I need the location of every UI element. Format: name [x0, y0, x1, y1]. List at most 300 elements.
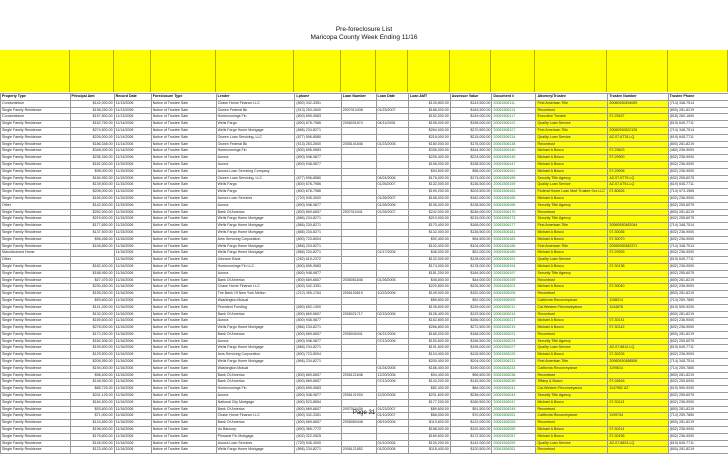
table-cell: Notice of Trustee Sale [151, 121, 216, 128]
table-cell: $186,348.00 [70, 141, 114, 148]
table-cell: 2006051846 [341, 277, 376, 284]
table-cell: (602) 255-6075 [668, 175, 728, 182]
table-cell [376, 433, 408, 440]
table-cell: Notice of Trustee Sale [151, 263, 216, 270]
table-cell: Notice of Trustee Sale [151, 134, 216, 141]
table-cell: 20061506214 [492, 311, 536, 318]
table-cell: $145,000.00 [70, 440, 114, 447]
table-cell: (714) 348-7514 [668, 100, 728, 107]
table-cell: 20061506244 [492, 393, 536, 400]
table-cell: 11/15/2006 [114, 202, 151, 209]
table-cell: (800) 669-6607 [295, 406, 341, 413]
table-cell: $71,000.00 [70, 413, 114, 420]
table-row [1, 148, 728, 155]
table-cell: Notice of Trustee Sale [151, 372, 216, 379]
table-cell: Condominium [1, 114, 71, 121]
table-cell: $210,000.00 [408, 216, 450, 223]
table-cell: Single Family Residence [1, 427, 71, 434]
table-cell: (602) 236-9000 [668, 352, 728, 359]
table-cell: 20060930488506 [608, 359, 668, 366]
table-cell: $178,000.00 [450, 263, 492, 270]
table-cell: Aurora [216, 338, 295, 345]
table-cell: Notice of Trustee Sale [151, 311, 216, 318]
column-header: Loan Date [376, 94, 408, 101]
table-cell: 20061506173 [492, 216, 536, 223]
table-cell: $47,475.00 [70, 277, 114, 284]
table-cell: (602) 236-9000 [668, 399, 728, 406]
table-cell: $156,000.00 [408, 161, 450, 168]
table-cell: Michael A Bosco [536, 168, 608, 175]
table-cell: (800) 281-8219 [668, 141, 728, 148]
table-cell: 11/16/2006 [114, 236, 151, 243]
table-cell: Wells Fargo Home Mortgage [216, 345, 295, 352]
table-cell: Recontrust [536, 420, 608, 427]
table-cell: 2006031874 [341, 121, 376, 128]
table-cell: 2006121846 [341, 372, 376, 379]
table-cell [341, 189, 376, 196]
table-cell: National City Mortgage [216, 399, 295, 406]
table-cell: $215,000.00 [450, 134, 492, 141]
table-cell [341, 359, 376, 366]
table-cell: First American Title [536, 243, 608, 250]
table-cell: Pinnacle Fin Mortgage [216, 433, 295, 440]
table-cell: 20061506159 [492, 182, 536, 189]
table-cell: $142,000.00 [450, 440, 492, 447]
table-cell: Single Family Residence [1, 318, 71, 325]
table-cell: (800) 695-9583 [295, 114, 341, 121]
table-cell: $194,000.00 [70, 365, 114, 372]
table-cell: Bank Of America [216, 406, 295, 413]
table-cell: 11/14/2006 [114, 148, 151, 155]
table-cell: $182,400.00 [70, 263, 114, 270]
table-cell: Aurora [216, 393, 295, 400]
table-cell: Homecomings Fin [216, 114, 295, 121]
table-cell: (866) 234-8271 [295, 250, 341, 257]
table-cell: $126,500.00 [450, 352, 492, 359]
table-cell: (800) 523-8654 [295, 399, 341, 406]
table-cell: (602) 236-9000 [668, 325, 728, 332]
table-cell: Notice of Trustee Sale [151, 379, 216, 386]
table-cell: 20061506259 [492, 440, 536, 447]
table-cell: (800) 281-8219 [668, 331, 728, 338]
table-cell: $122,000.00 [450, 420, 492, 427]
table-row [1, 100, 728, 107]
table-row [1, 223, 728, 230]
table-cell [376, 127, 408, 134]
table-cell: $106,850.00 [70, 243, 114, 250]
table-cell: 07-30040 [608, 284, 668, 291]
table-cell: 20061506247 [492, 399, 536, 406]
table-cell: (866) 234-8271 [295, 359, 341, 366]
table-cell: $336,000.00 [408, 148, 450, 155]
table-cell: 01/26/2006 [376, 277, 408, 284]
table-cell: $94,500.00 [408, 168, 450, 175]
table-cell: Aurora Loan Servicing Company [216, 168, 295, 175]
table-cell: (480) 236-9000 [668, 148, 728, 155]
table-cell: $149,000.00 [408, 291, 450, 298]
table-cell: 11/15/2006 [114, 168, 151, 175]
table-cell: $85,725.00 [70, 386, 114, 393]
table-cell: Single Family Residence [1, 236, 71, 243]
table-cell: $158,000.00 [450, 121, 492, 128]
table-cell: $152,000.00 [408, 114, 450, 121]
table-cell: $172,500.00 [450, 433, 492, 440]
table-row [1, 236, 728, 243]
table-cell: $224,000.00 [450, 155, 492, 162]
table-cell: 11/15/2006 [114, 216, 151, 223]
table-cell: $44,000.00 [450, 277, 492, 284]
table-cell: Aurora [216, 318, 295, 325]
table-cell: 01/26/2007 [376, 195, 408, 202]
table-cell: 20060930494009 [608, 100, 668, 107]
table-row [1, 372, 728, 379]
table-cell: Single Family Residence [1, 406, 71, 413]
table-cell: First American Title [536, 127, 608, 134]
table-cell: (800) 678-7986 [295, 182, 341, 189]
table-cell: (800) 669-6607 [295, 209, 341, 216]
table-cell: 07-30114 [608, 427, 668, 434]
table-cell: Michael A Bosco [536, 148, 608, 155]
table-cell: Single Family Residence [1, 386, 71, 393]
table-cell: 20061506183 [492, 236, 536, 243]
highlight-band-grid [0, 50, 728, 92]
table-cell: $278,000.00 [70, 325, 114, 332]
table-cell: Single Family Residence [1, 413, 71, 420]
table-cell: $168,000.00 [450, 223, 492, 230]
table-cell: 01/20/2006 [376, 447, 408, 454]
table-cell: $137,500.00 [70, 229, 114, 236]
table-row [1, 229, 728, 236]
table-cell: Single Family Residence [1, 195, 71, 202]
table-cell: Security Title Agency [536, 393, 608, 400]
table-cell: (800) 723-8004 [295, 236, 341, 243]
table-cell: $102,400.00 [408, 243, 450, 250]
table-cell: 07-30156 [608, 433, 668, 440]
table-cell: (800) 948-9877 [295, 202, 341, 209]
table-cell [341, 399, 376, 406]
table-cell: 2006121852 [341, 447, 376, 454]
table-cell: $124,400.00 [408, 352, 450, 359]
table-cell: (619) 645-7711 [668, 440, 728, 447]
table-cell: 1144876 [608, 304, 668, 311]
table-cell: 20061506163 [492, 189, 536, 196]
table-cell: 20061506221 [492, 331, 536, 338]
table-cell: Single Family Residence [1, 189, 71, 196]
table-cell: 2007010439 [341, 406, 376, 413]
table-cell: $92,400.00 [408, 236, 450, 243]
table-cell: 11/16/2006 [114, 325, 151, 332]
table-row [1, 291, 728, 298]
table-row [1, 114, 728, 121]
table-cell: $123,450.00 [70, 447, 114, 454]
column-header: Trustee Phone [668, 94, 728, 101]
table-cell: $94,400.00 [408, 372, 450, 379]
table-cell: Single Family Residence [1, 359, 71, 366]
table-cell: (800) 669-6607 [295, 311, 341, 318]
table-cell: (602) 236-9000 [668, 318, 728, 325]
table-cell [608, 209, 668, 216]
table-cell: (800) 342-3351 [295, 284, 341, 291]
table-cell: AZ-07-6824-LQ [608, 440, 668, 447]
table-cell: Homecomings Fin LLC [216, 263, 295, 270]
table-cell: Notice of Trustee Sale [151, 127, 216, 134]
table-cell: $266,800.00 [408, 325, 450, 332]
table-cell: 20061506189 [492, 250, 536, 257]
table-row [1, 440, 728, 447]
table-cell: Single Family Residence [1, 297, 71, 304]
table-cell: (866) 234-8271 [295, 229, 341, 236]
table-cell [341, 365, 376, 372]
table-cell: 11/15/2006 [114, 223, 151, 230]
table-cell: 11/16/2006 [114, 399, 151, 406]
table-cell: Security Title Agency [536, 216, 608, 223]
table-cell [376, 297, 408, 304]
table-cell [376, 100, 408, 107]
table-cell: Security Title Agency [536, 175, 608, 182]
table-cell: Johnson Bank [216, 257, 295, 264]
table-cell: $132,000.00 [70, 311, 114, 318]
table-cell: (602) 255-6075 [668, 338, 728, 345]
table-cell: Notice of Trustee Sale [151, 250, 216, 257]
table-cell: 20061506117 [492, 114, 536, 121]
table-cell: 11/16/2006 [114, 440, 151, 447]
table-cell: (602) 236-9000 [668, 168, 728, 175]
table-cell: California Reconveyance [536, 365, 608, 372]
table-cell [341, 427, 376, 434]
table-cell: (800) 948-9877 [295, 270, 341, 277]
table-cell [341, 155, 376, 162]
table-cell: Bank Of America [216, 277, 295, 284]
table-cell: $132,000.00 [408, 229, 450, 236]
table-cell: Notice of Trustee Sale [151, 297, 216, 304]
table-cell: (800) 723-8004 [295, 352, 341, 359]
table-cell: $208,950.00 [70, 359, 114, 366]
table-cell: (800) 678-7986 [295, 121, 341, 128]
table-cell: (800) 948-9877 [295, 393, 341, 400]
table-cell: $162,000.00 [70, 161, 114, 168]
table-cell [608, 270, 668, 277]
table-cell: Notice of Trustee Sale [151, 161, 216, 168]
table-cell: Single Family Residence [1, 155, 71, 162]
table-cell: Quality Loan Service [536, 440, 608, 447]
table-cell: 20061506145 [492, 155, 536, 162]
table-row [1, 420, 728, 427]
table-cell: California Reconveyance [536, 297, 608, 304]
table-cell: Notice of Trustee Sale [151, 406, 216, 413]
table-cell: $226,400.00 [408, 155, 450, 162]
table-cell: $51,000.00 [450, 250, 492, 257]
table-cell: $96,456.00 [70, 236, 114, 243]
table-cell: Michael A Bosco [536, 325, 608, 332]
table-cell: 10/23/2006 [376, 291, 408, 298]
table-cell: 11/16/2006 [114, 311, 151, 318]
table-cell: 02/15/2006 [376, 311, 408, 318]
table-cell [341, 352, 376, 359]
table-cell: $191,600.00 [408, 345, 450, 352]
table-cell: 07-30142 [608, 325, 668, 332]
table-cell: Single Family Residence [1, 284, 71, 291]
table-row [1, 297, 728, 304]
table-cell: $274,500.00 [70, 127, 114, 134]
table-cell [376, 155, 408, 162]
table-cell: Notice of Trustee Sale [151, 413, 216, 420]
table-cell: 11/15/2006 [114, 229, 151, 236]
table-cell: (866) 234-8271 [295, 345, 341, 352]
table-cell: Single Family Residence [1, 121, 71, 128]
table-cell: 1199814 [608, 365, 668, 372]
table-cell: Single Family Residence [1, 291, 71, 298]
table-cell: Recontrust [536, 209, 608, 216]
table-cell: 20061506194 [492, 263, 536, 270]
table-cell: 11/14/2006 [114, 134, 151, 141]
table-cell: 11/16/2006 [114, 257, 151, 264]
table-cell: 11/16/2006 [114, 338, 151, 345]
table-cell: (714) 259-7850 [668, 413, 728, 420]
table-cell: $98,400.00 [70, 372, 114, 379]
table-cell: 20061506219 [492, 325, 536, 332]
table-cell: Michael A Bosco [536, 236, 608, 243]
table-cell: Aurora [216, 202, 295, 209]
table-cell: 2006121904 [341, 393, 376, 400]
table-cell: $93,600.00 [70, 297, 114, 304]
table-cell: $156,500.00 [450, 338, 492, 345]
table-cell: 20061506111 [492, 100, 536, 107]
table-cell: Quality Loan Service [536, 121, 608, 128]
table-row [1, 427, 728, 434]
table-cell: $155,000.00 [408, 121, 450, 128]
table-cell: (602) 255-6075 [668, 270, 728, 277]
table-cell: Ams Servicing Corporation [216, 236, 295, 243]
table-cell [341, 127, 376, 134]
table-cell: Quality Loan Service [536, 257, 608, 264]
table-cell: 12/20/2006 [376, 393, 408, 400]
table-cell: 20061506186 [492, 243, 536, 250]
table-cell: $139,800.00 [408, 100, 450, 107]
table-cell [376, 168, 408, 175]
table-cell: (619) 645-7711 [668, 134, 728, 141]
table-cell [341, 216, 376, 223]
table-cell: $177,200.00 [408, 399, 450, 406]
table-cell: $204,000.00 [450, 359, 492, 366]
table-cell: Single Family Residence [1, 304, 71, 311]
table-cell: 20061506199 [492, 277, 536, 284]
table-cell: Aurora Loan Services [216, 195, 295, 202]
table-cell: Ocwen Federal Bk [216, 107, 295, 114]
table-cell: $246,000.00 [450, 209, 492, 216]
table-cell: $186,400.00 [408, 365, 450, 372]
table-cell: 11/16/2006 [114, 372, 151, 379]
table-cell: (602) 236-9000 [668, 236, 728, 243]
table-cell: 20061506209 [492, 297, 536, 304]
table-cell: $215,000.00 [450, 216, 492, 223]
table-cell: Ocwen Federal Bk [216, 141, 295, 148]
table-row [1, 311, 728, 318]
table-cell [376, 284, 408, 291]
table-cell: (602) 236-9000 [668, 284, 728, 291]
table-cell [376, 243, 408, 250]
table-cell: $45,600.00 [408, 277, 450, 284]
table-row [1, 284, 728, 291]
table-cell: Single Family Residence [1, 277, 71, 284]
table-cell: Single Family Residence [1, 311, 71, 318]
table-cell: $119,600.00 [408, 420, 450, 427]
table-cell [376, 427, 408, 434]
table-cell [608, 338, 668, 345]
table-cell [70, 250, 114, 257]
table-cell: 20061506127 [492, 127, 536, 134]
table-cell: (800) 281-8219 [668, 277, 728, 284]
table-cell: $192,500.00 [450, 427, 492, 434]
table-cell: Other [1, 257, 71, 264]
table-cell: (513) 253-2600 [295, 141, 341, 148]
table-row [1, 121, 728, 128]
table-cell: Notice of Trustee Sale [151, 284, 216, 291]
table-cell: Notice of Trustee Sale [151, 345, 216, 352]
table-cell: Notice of Trustee Sale [151, 393, 216, 400]
table-cell: Washington Mutual [216, 297, 295, 304]
table-cell [341, 270, 376, 277]
table-cell: 11/16/2006 [114, 413, 151, 420]
table-cell: $195,000.00 [450, 345, 492, 352]
table-cell: 20061506191 [492, 257, 536, 264]
table-cell: (714) 259-7850 [668, 365, 728, 372]
table-cell: Notice of Trustee Sale [151, 440, 216, 447]
table-cell: $348,000.00 [70, 148, 114, 155]
table-cell: Single Family Residence [1, 270, 71, 277]
table-cell: (602) 236-9000 [668, 229, 728, 236]
table-cell: 11/16/2006 [114, 427, 151, 434]
table-cell: 07-30138 [608, 263, 668, 270]
table-cell: (800) 281-8219 [668, 209, 728, 216]
table-cell: $138,500.00 [450, 202, 492, 209]
table-cell [295, 365, 341, 372]
table-cell: Notice of Trustee Sale [151, 277, 216, 284]
table-cell: Notice of Trustee Sale [151, 420, 216, 427]
table-cell [608, 202, 668, 209]
table-cell: (866) 234-8271 [295, 223, 341, 230]
table-cell: 11/16/2006 [114, 420, 151, 427]
table-cell [341, 304, 376, 311]
table-cell: $272,500.00 [450, 325, 492, 332]
table-cell: The Bank Of New York Mellon [216, 291, 295, 298]
table-cell: Single Family Residence [1, 141, 71, 148]
table-cell [608, 393, 668, 400]
table-cell: Notice of Trustee Sale [151, 155, 216, 162]
table-cell: 2006100619 [341, 291, 376, 298]
table-cell [341, 345, 376, 352]
table-cell [608, 291, 668, 298]
table-cell: 20061506239 [492, 379, 536, 386]
table-cell: 07/13/2006 [376, 379, 408, 386]
table-cell: (714) 348-7514 [668, 223, 728, 230]
table-cell: Single Family Residence [1, 399, 71, 406]
table-cell: Michael A Bosco [536, 263, 608, 270]
table-cell: (602) 236-9000 [668, 433, 728, 440]
table-row [1, 141, 728, 148]
table-cell: AZ-07-6779-LQ [608, 175, 668, 182]
table-cell: (877) 596-8580 [295, 134, 341, 141]
table-cell: Washington Mutual [216, 365, 295, 372]
table-cell: 11/15/2006 [114, 189, 151, 196]
table-cell: (513) 253-2600 [295, 107, 341, 114]
table-cell: Quality Loan Service [536, 345, 608, 352]
table-cell: 11/13/2006 [114, 107, 151, 114]
table-cell: Michael A Bosco [536, 155, 608, 162]
column-header: Principal Amt [70, 94, 114, 101]
table-cell [341, 195, 376, 202]
table-cell: $188,000.00 [408, 427, 450, 434]
table-cell: 20060930482044 [608, 223, 668, 230]
